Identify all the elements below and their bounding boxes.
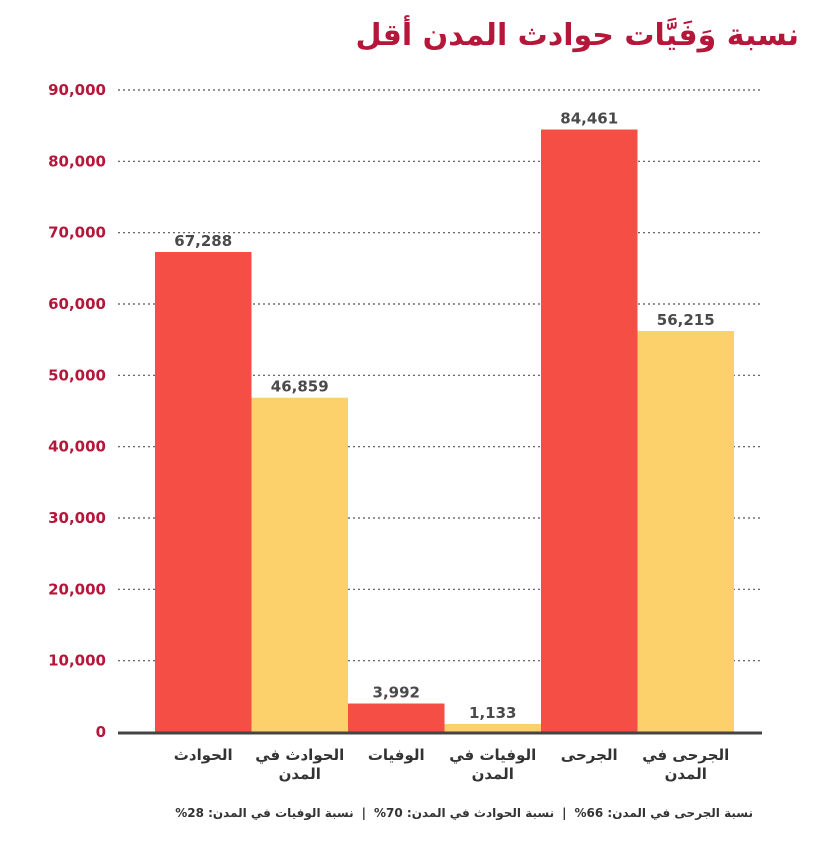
value-label: 67,288 <box>174 232 233 251</box>
category-label-line: الجرحى في <box>642 746 730 764</box>
y-tick-label: 50,000 <box>48 366 106 385</box>
value-label: 46,859 <box>270 377 329 396</box>
footnote-accidents-ratio: نسبة الحوادث في المدن: 70% <box>374 806 555 820</box>
value-label: 84,461 <box>560 109 619 128</box>
bars <box>155 130 734 732</box>
category-label-line: الوفيات في <box>449 746 537 764</box>
bar <box>638 331 735 732</box>
y-tick-label: 90,000 <box>48 81 106 99</box>
bar <box>541 130 638 732</box>
bar <box>348 704 445 732</box>
category-label <box>642 746 729 783</box>
category-label <box>255 746 344 783</box>
y-tick-label: 0 <box>95 723 106 741</box>
y-tick-label: 60,000 <box>48 295 106 313</box>
category-label <box>449 746 536 783</box>
y-tick-label: 80,000 <box>48 152 106 171</box>
category-labels <box>174 746 730 783</box>
bar <box>252 398 349 732</box>
y-tick-label: 20,000 <box>48 580 106 599</box>
footnote-separator: | <box>361 806 367 820</box>
category-label-line: الوفيات <box>367 746 425 764</box>
y-axis-ticks <box>48 81 106 741</box>
bar <box>445 724 542 732</box>
category-label-line: المدن <box>471 765 514 783</box>
footnote-deaths-ratio: نسبة الوفيات في المدن: 28% <box>175 806 354 820</box>
category-label-line: المدن <box>664 765 707 783</box>
category-label-line: الحوادث في <box>255 746 345 764</box>
category-label <box>368 746 425 764</box>
bar <box>155 252 252 732</box>
y-tick-label: 40,000 <box>48 437 106 456</box>
y-tick-label: 30,000 <box>48 509 106 527</box>
category-label-line: المدن <box>278 765 321 783</box>
footnote <box>175 806 753 820</box>
category-label <box>174 746 233 764</box>
footnote-separator: | <box>562 806 567 820</box>
y-tick-label: 10,000 <box>48 651 106 670</box>
value-label: 56,215 <box>656 310 715 329</box>
value-label: 1,133 <box>469 703 517 722</box>
footnote-injured-ratio: نسبة الجرحى في المدن: 66% <box>574 806 753 820</box>
category-label-line: الحوادث <box>173 746 233 764</box>
chart-title: نسبة وَفَيَّات حوادث المدن أقل <box>355 18 799 53</box>
value-label: 3,992 <box>372 683 420 702</box>
y-tick-label: 70,000 <box>48 223 106 242</box>
category-label <box>561 746 618 764</box>
category-label-line: الجرحى <box>560 746 618 764</box>
